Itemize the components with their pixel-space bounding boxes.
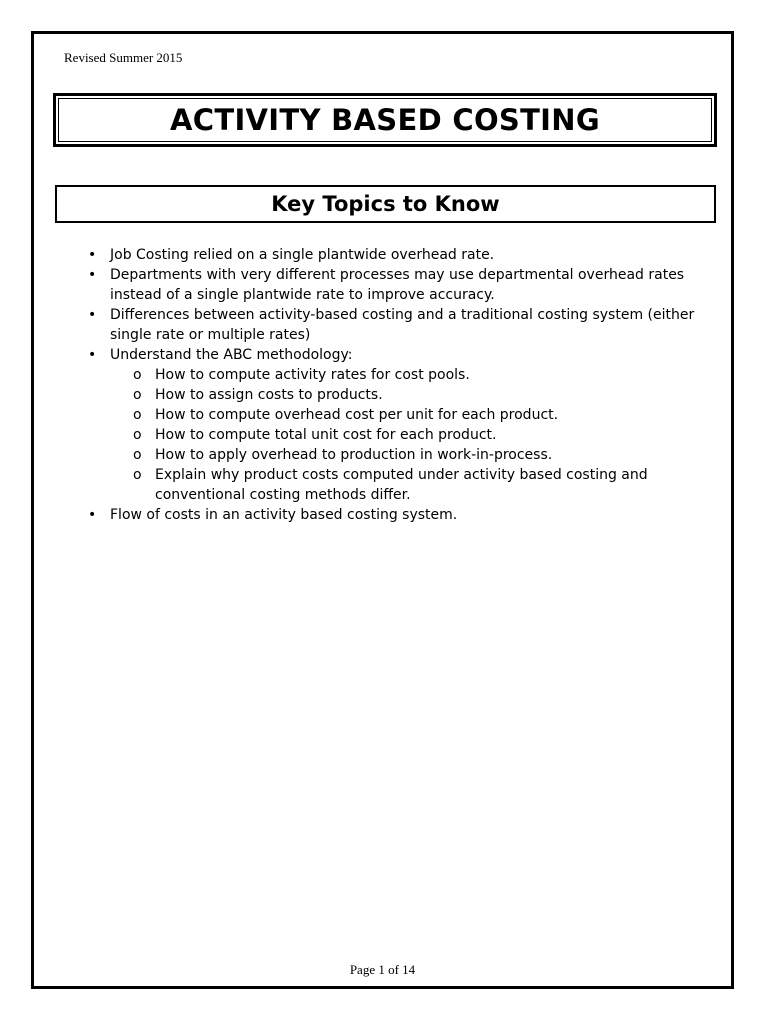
- sub-list-item-text: How to apply overhead to production in work-in-process.: [155, 447, 553, 463]
- sub-list-item: [110, 425, 722, 445]
- circle-bullet-icon: o: [133, 387, 142, 403]
- bullet-icon: •: [88, 247, 97, 263]
- list-item-text: Job Costing relied on a single plantwide overhead rate.: [110, 247, 495, 263]
- title-box: [53, 93, 717, 147]
- sub-list-item: [110, 365, 722, 385]
- sub-list-item-text: How to compute overhead cost per unit for each product.: [155, 407, 559, 423]
- sub-list-item-text: How to compute total unit cost for each product.: [155, 427, 497, 443]
- sub-list-item-text: How to assign costs to products.: [155, 387, 383, 403]
- sub-list-item: [110, 385, 722, 405]
- section-heading: Key Topics to Know: [55, 185, 716, 223]
- bullet-icon: •: [88, 307, 97, 323]
- list-item: [82, 305, 722, 345]
- list-item-text: Flow of costs in an activity based costing system.: [110, 507, 458, 523]
- sub-list-item: [110, 445, 722, 465]
- list-item-text: Differences between activity-based costing and a traditional costing system (either single rate or multiple rates): [110, 307, 695, 343]
- circle-bullet-icon: o: [133, 407, 142, 423]
- list-item: [82, 245, 722, 265]
- sub-list-item: [110, 465, 722, 505]
- circle-bullet-icon: o: [133, 447, 142, 463]
- document-page: [31, 31, 734, 989]
- key-topics-list: [82, 245, 722, 525]
- sub-list-item-text: Explain why product costs computed under activity based costing and conventional costing methods differ.: [155, 467, 648, 503]
- page-title: ACTIVITY BASED COSTING: [58, 98, 712, 142]
- revision-note: Revised Summer 2015: [64, 50, 183, 65]
- list-item-text: Departments with very different processes may use departmental overhead rates instead of a single plantwide rate to improve accuracy.: [110, 267, 685, 303]
- bullet-icon: •: [88, 347, 97, 363]
- bullet-icon: •: [88, 267, 97, 283]
- list-item: [82, 505, 722, 525]
- list-item: [82, 345, 722, 505]
- page-number: Page 1 of 14: [349, 962, 416, 977]
- bullet-icon: •: [88, 507, 97, 523]
- circle-bullet-icon: o: [133, 427, 142, 443]
- abc-methodology-sublist: [110, 365, 722, 505]
- list-item-text: Understand the ABC methodology:: [110, 347, 353, 363]
- circle-bullet-icon: o: [133, 467, 142, 483]
- list-item: [82, 265, 722, 305]
- sub-list-item: [110, 405, 722, 425]
- sub-list-item-text: How to compute activity rates for cost pools.: [155, 367, 470, 383]
- circle-bullet-icon: o: [133, 367, 142, 383]
